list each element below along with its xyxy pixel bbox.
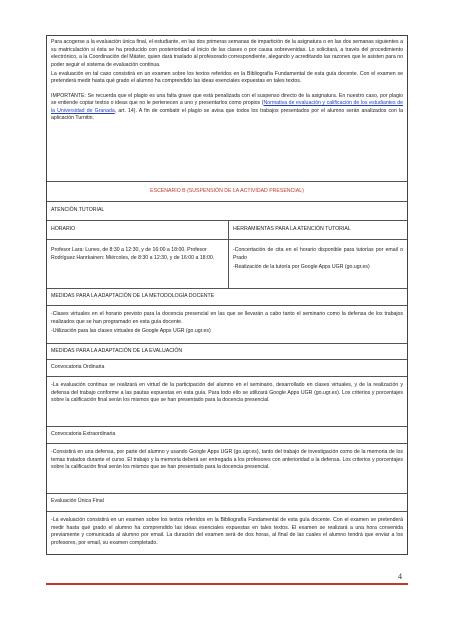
evaluation-intro-cell [47, 36, 407, 182]
tutorial-content-row [47, 240, 407, 289]
scenario-b-heading: ESCENARIO B (SUSPENSIÓN DE LA ACTIVIDAD PRESENCIAL) [47, 182, 407, 202]
footer-rule [46, 583, 408, 585]
unica-final-content [47, 512, 407, 556]
intro-paragraph-2: La evaluación en tal caso consistirá en un examen sobre los textos referidos en la Bibliografía Fundamental de esta guía docente. Con el examen se pretenderá medir hasta qué grado el alumno ha comprendido las ideas esenciales expuestas en tales textos. [51, 70, 403, 84]
intro-paragraph-1: Para acogerse a la evaluación única final, el estudiante, en las dos primeras semanas de impartición de la asignatura o en las dos semanas siguientes a su matriculación si ésta se ha producido con posterioridad al inicio de las clases o por causa sobrevenidas. Lo solicitará, a través del procedimiento electrónico, a la Coordinación del Máster, quien dará traslado al profesorado correspondiente, alegando y acreditando las razones que le asisten para no poder seguir el sistema de evaluación continua. [51, 39, 403, 68]
extraordinaria-title: Convocatoria Extraordinaria [47, 427, 407, 444]
page-number: 4 [398, 572, 402, 581]
unica-final-title: Evaluación Única Final [47, 494, 407, 512]
tools-header: HERRAMIENTAS PARA LA ATENCIÓN TUTORIAL [233, 226, 351, 232]
schedule-text: Profesor Lara: Lunes, de 8:30 a 12:30, y de 16:00 a 18:00. Profesor Rodríguez Hanrkainen: Miércoles, de 8:30 a 12:30, y de 16:00 a 18:00. [47, 240, 229, 288]
ordinaria-content [47, 377, 407, 427]
document-table [46, 35, 408, 555]
tools-line-1: -Concertación de cita en el horario disponible para tutorías por email o Prado [233, 247, 403, 261]
ordinaria-text: -La evaluación continua se realizará en virtud de la participación del alumno en el seminario, desarrollado en clases virtuales, y de la realización y defensa del trabajo conforme a las pautas expuestas en esta guía. Para todo ello se utilizará Google Apps UGR (go.ugr.es). Los criterios y porcentajes sobre la calificación final serán los mismos que se han presentado para la docencia presencial. [51, 382, 403, 403]
unica-final-text: -La evaluación consistirá en un examen sobre los textos referidos en la Bibliografía Fundamental de esta guía docente. Con el examen se pretenderá medir hasta qué grado el alumno ha comprendido las ideas esenciales expuestas en tales textos. El examen se realizará a una hora convenida previamente y comunicada al alumno por email. La duración del examen será de dos horas, al final de las cuales el alumno tendrá que enviar a los profesores, por email, su examen completado. [51, 517, 403, 546]
tutorial-heading: ATENCIÓN TUTORIAL [47, 202, 407, 221]
methodology-line-1: -Clases virtuales en el horario previsto para la docencia presencial en las que se llevarán a cabo tanto el seminario como la defensa de los trabajos realizados que se han programado en esta guía docente. [51, 311, 403, 325]
methodology-content [47, 306, 407, 344]
tools-line-2: -Realización de la tutoría por Google Apps UGR (go.ugr.es) [233, 263, 370, 270]
plagiarism-notice: IMPORTANTE: Se recuerda que el plagio es una falta grave que está penalizada con el suspenso directo de la asignatura. En nuestro caso, por plagio se entiende copiar textos o ideas que no le pertenecen a uno y presentarlos como propios (Normativa de evaluación y calificación de los estudiantes de la Universidad de Granada, art. 14). A fin de combatir el plagio se avisa que todos los trabajos presentados por el alumno serán analizados con la aplicación Turnitin. [51, 92, 403, 121]
methodology-heading: MEDIDAS PARA LA ADAPTACIÓN DE LA METODOLOGÍA DOCENTE [47, 289, 407, 306]
schedule-header: HORARIO [47, 221, 229, 239]
normativa-link[interactable]: Normativa de evaluación y calificación de los estudiantes de la Universidad de Granada [51, 100, 403, 114]
ordinaria-title: Convocatoria Ordinaria [47, 360, 407, 377]
evaluation-heading: MEDIDAS PARA LA ADAPTACIÓN DE LA EVALUACIÓN [47, 344, 407, 360]
tools-text [229, 240, 407, 288]
extraordinaria-content [47, 444, 407, 494]
extraordinaria-text: -Consistirá en una defensa, por parte del alumno y usando Google Apps UGR (go.ugr.es), tanto del trabajo de investigación como de la memoria de los temas tratados durante el curso. El trabajo y la memoria deberá ser entregada a los profesores con anterioridad a la defensa. Los criterios y porcentajes sobre la calificación final serán los mismos que se han presentado para la docencia presencial. [51, 449, 403, 470]
methodology-line-2: -Utilización para las clases virtuales de Google Apps UGR (go.ugr.es) [51, 327, 211, 334]
tutorial-header-row [47, 221, 407, 240]
